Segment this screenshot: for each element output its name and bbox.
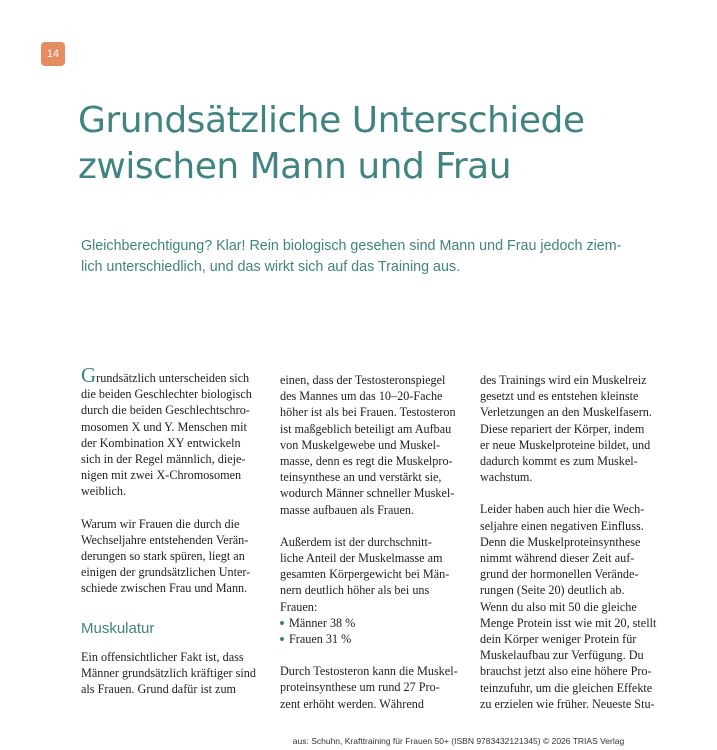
text-line: der Kombination XY entwickeln — [81, 435, 241, 450]
text-line: Muskelaufbau zur Verfügung. Du — [480, 648, 644, 663]
text-line: Denn die Muskelproteinsynthese — [480, 534, 641, 549]
text-line: Wenn du also mit 50 die gleiche — [480, 599, 637, 614]
text-line: einigen der grundsätzlichen Unter- — [81, 565, 251, 580]
text-line: Verletzungen an den Muskelfasern. — [480, 405, 652, 420]
text-line: schiede zwischen Frau und Mann. — [81, 581, 248, 596]
lead-line: Gleichberechtigung? Klar! Rein biologisch gesehen sind Mann und Frau jedoch ziem- — [81, 238, 622, 254]
page-footer-citation — [0, 736, 717, 746]
text-line: dein Körper weniger Protein für — [480, 632, 637, 647]
text-line: wodurch Männer schneller Muskel- — [280, 486, 455, 501]
text-line: seljahre einen negativen Einfluss. — [480, 518, 644, 533]
section-heading-muskulatur: Muskulatur — [81, 619, 155, 637]
text-line: gesamten Körpergewicht bei Män- — [280, 567, 450, 582]
text-line: zent erhöht werden. Während — [280, 696, 424, 711]
body-paragraph — [81, 516, 266, 597]
page-number-badge: 14 — [41, 42, 65, 66]
text-line: teinzufuhr, um die gleichen Effekte — [480, 680, 653, 695]
body-paragraph — [480, 372, 665, 485]
text-line: Durch Testosteron kann die Muskel- — [280, 664, 458, 679]
text-line: durch die beiden Geschlechtschro- — [81, 403, 250, 418]
body-paragraph — [81, 649, 266, 698]
text-line: brauchst jetzt also eine höhere Pro- — [480, 664, 652, 679]
text-line: rungen (Seite 20) deutlich ab. — [480, 583, 625, 598]
text-line: masse, denn es regt die Muskelpro- — [280, 454, 453, 469]
text-line: von Muskelgewebe und Muskel- — [280, 437, 441, 452]
text-line: des Trainings wird ein Muskelreiz — [480, 373, 647, 387]
body-paragraph — [480, 501, 665, 712]
text-line: nimmt während dieser Zeit auf- — [480, 551, 635, 566]
bullet-list — [280, 615, 465, 647]
text-line: liche Anteil der Muskelmasse am — [280, 551, 443, 566]
text-column-3 — [480, 372, 665, 712]
footer-text: aus: Schuhn, Krafttraining für Frauen 50+ (ISBN 9783432121345) © 2026 TRIAS Verlag — [292, 736, 625, 746]
bullet-icon — [280, 621, 284, 625]
text-line: Leider haben auch hier die Wech- — [480, 502, 645, 517]
list-item: Männer 38 % — [280, 615, 465, 631]
text-line: masse aufbauen als Frauen. — [280, 502, 415, 517]
text-line: er neue Muskelproteine bildet, und — [480, 437, 651, 452]
text-line: als Frauen. Grund dafür ist zum — [81, 682, 237, 697]
text-column-1 — [81, 363, 266, 697]
text-line: gesetzt und es entstehen kleinste — [480, 389, 639, 404]
text-line: Wechseljahre entstehenden Verän- — [81, 532, 249, 547]
text-line: ist maßgeblich beteiligt am Aufbau — [280, 421, 452, 436]
text-line: die beiden Geschlechter biologisch — [81, 387, 252, 402]
text-line: derungen so stark spüren, liegt an — [81, 549, 245, 564]
text-line: Frauen: — [280, 599, 318, 614]
text-line: zu erzielen wie früher. Neueste Stu- — [480, 696, 655, 711]
text-line: Außerdem ist der durchschnitt- — [280, 534, 432, 549]
text-column-2 — [280, 372, 465, 712]
text-line: weiblich. — [81, 484, 127, 499]
body-paragraph — [280, 372, 465, 518]
text-line: nern deutlich höher als bei uns — [280, 583, 430, 598]
intro-paragraph — [81, 363, 266, 500]
text-line: mosomen X und Y. Menschen mit — [81, 419, 247, 434]
bullet-icon — [280, 637, 284, 641]
text-line: Diese repariert der Körper, indem — [480, 421, 645, 436]
text-line: teinsynthese an und verstärkt sie, — [280, 470, 442, 485]
text-line: sich in der Regel männlich, dieje- — [81, 452, 246, 467]
text-line: Warum wir Frauen die durch die — [81, 516, 240, 531]
text-line: Menge Protein isst wie mit 20, stellt — [480, 615, 657, 630]
text-line: grund der hormonellen Verände- — [480, 567, 639, 582]
text-line: Grundsätzlich unterscheiden sich — [81, 363, 250, 387]
title-line: Grundsätzliche Unterschiede — [78, 100, 585, 141]
lead-line: lich unterschiedlich, und das wirkt sich auf das Training aus. — [81, 259, 461, 275]
list-item: Frauen 31 % — [280, 631, 465, 647]
text-line: einen, dass der Testosteronspiegel — [280, 373, 446, 387]
text-line: des Mannes um das 10–20-Fache — [280, 389, 443, 404]
text-line: dadurch kommt es zum Muskel- — [480, 454, 638, 469]
drop-cap: G — [81, 363, 97, 387]
lead-paragraph — [81, 236, 641, 278]
text-line: Männer grundsätzlich kräftiger sind — [81, 665, 256, 680]
text-line: Ein offensichtlicher Fakt ist, dass — [81, 649, 244, 664]
text-line: höher ist als bei Frauen. Testosteron — [280, 405, 456, 420]
page-title — [78, 98, 678, 190]
text-line: proteinsynthese um rund 27 Pro- — [280, 680, 440, 695]
body-paragraph — [280, 534, 465, 615]
text-line: nigen mit zwei X-Chromosomen — [81, 468, 242, 483]
text-line: wachstum. — [480, 470, 533, 485]
body-paragraph — [280, 663, 465, 712]
title-line: zwischen Mann und Frau — [78, 146, 512, 187]
